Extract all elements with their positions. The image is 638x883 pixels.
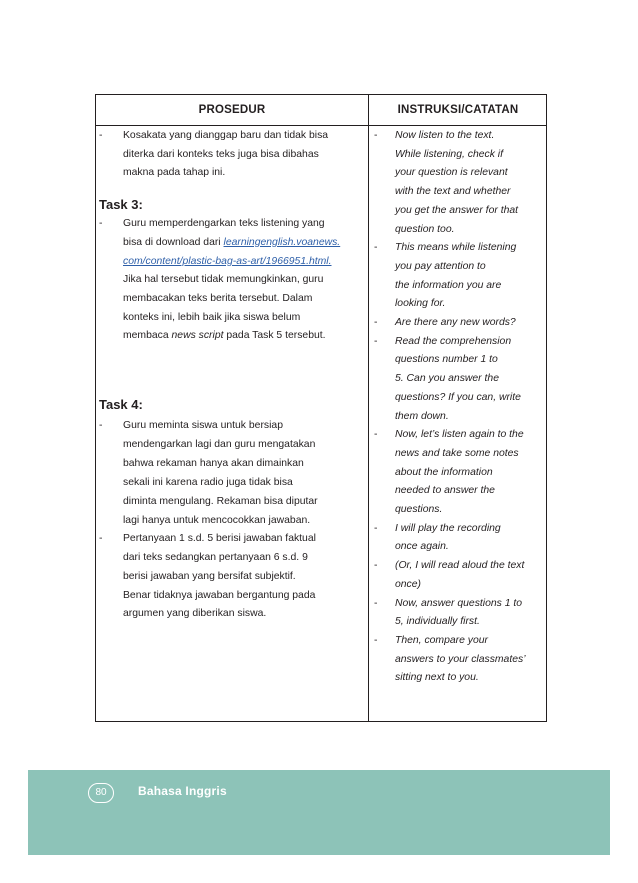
text-line: Then, compare your xyxy=(395,634,488,646)
text-line: membacakan teks berita tersebut. Dalam xyxy=(123,292,313,304)
text-line: berisi jawaban yang bersifat subjektif. xyxy=(123,570,296,582)
text-line: Are there any new words? xyxy=(395,317,516,329)
text-line xyxy=(123,327,368,346)
download-link[interactable]: learningenglish.voanews. xyxy=(223,236,341,248)
instruction-item xyxy=(369,520,547,557)
text-line: Now listen to the text. xyxy=(395,130,495,141)
prosedur-column xyxy=(96,127,368,624)
dash: - xyxy=(374,335,378,347)
task4-item-2 xyxy=(96,530,368,624)
text-line: (Or, I will read aloud the text xyxy=(395,560,525,572)
instruction-item xyxy=(369,426,547,520)
dash: - xyxy=(99,420,103,432)
text-line: you get the answer for that xyxy=(395,204,519,216)
page-number: 80 xyxy=(88,783,114,803)
instruksi-column xyxy=(369,127,547,688)
text-line: Kosakata yang dianggap baru dan tidak bisa xyxy=(123,130,329,141)
dash: - xyxy=(374,242,378,254)
instruction-item xyxy=(369,557,547,594)
text-segment: bisa di download dari xyxy=(123,236,224,248)
text-line: 5, individually first. xyxy=(395,616,480,628)
instruction-item xyxy=(369,314,547,333)
text-line: lagi hanya untuk mencocokkan jawaban. xyxy=(123,514,311,526)
text-line: Read the comprehension xyxy=(395,335,512,347)
task3-title: Task 3: xyxy=(99,197,143,213)
text-line: Jika hal tersebut tidak memungkinkan, guru xyxy=(123,274,324,286)
header-divider xyxy=(96,125,546,126)
text-line: looking for. xyxy=(395,298,446,310)
dash: - xyxy=(374,130,378,141)
text-segment: pada Task 5 tersebut. xyxy=(223,330,326,342)
instruction-item xyxy=(369,632,547,688)
text-line: the information you are xyxy=(395,279,502,291)
text-line: This means while listening xyxy=(395,242,517,254)
news-script-term: news script xyxy=(171,330,224,342)
text-line: your question is relevant xyxy=(395,167,508,179)
text-line: about the information xyxy=(395,466,493,478)
instruction-item xyxy=(369,595,547,632)
dash: - xyxy=(374,597,378,609)
instruction-item xyxy=(369,127,547,239)
task4-item-1 xyxy=(96,417,368,530)
text-line: them down. xyxy=(395,410,449,422)
text-line: questions? If you can, write xyxy=(395,391,521,403)
text-line: needed to answer the xyxy=(395,485,495,497)
text-line xyxy=(123,234,368,253)
text-line: diterka dari konteks teks juga bisa dibahas xyxy=(123,148,319,160)
page-footer xyxy=(28,770,610,855)
dash: - xyxy=(374,522,378,534)
dash: - xyxy=(374,429,378,441)
dash: - xyxy=(99,533,103,545)
text-line xyxy=(123,253,368,272)
text-line: Now, let’s listen again to the xyxy=(395,429,524,441)
task4-title: Task 4: xyxy=(99,397,143,413)
text-segment: membaca xyxy=(123,330,172,342)
text-line: questions. xyxy=(395,504,443,516)
text-line: makna pada tahap ini. xyxy=(123,167,226,179)
dash: - xyxy=(374,634,378,646)
text-line: sitting next to you. xyxy=(395,672,479,684)
text-line: I will play the recording xyxy=(395,522,501,534)
text-line: While listening, check if xyxy=(395,148,503,160)
book-title: Bahasa Inggris xyxy=(138,784,227,798)
text-line: konteks ini, lebih baik jika siswa belum xyxy=(123,311,301,323)
intro-item xyxy=(96,127,368,183)
text-line: Guru memperdengarkan teks listening yang xyxy=(123,218,325,230)
text-line: bahwa rekaman hanya akan dimainkan xyxy=(123,457,304,469)
text-line: 5. Can you answer the xyxy=(395,373,499,385)
text-line: once) xyxy=(395,578,421,590)
text-line: dari teks sedangkan pertanyaan 6 s.d. 9 xyxy=(123,552,308,564)
text-line: Pertanyaan 1 s.d. 5 berisi jawaban faktual xyxy=(123,533,316,545)
text-line: sekali ini karena radio juga tidak bisa xyxy=(123,476,293,488)
header-instruksi: INSTRUKSI/CATATAN xyxy=(397,104,519,116)
dash: - xyxy=(99,218,103,230)
download-link-continued[interactable]: com/content/plastic-bag-as-art/1966951.html. xyxy=(123,255,332,267)
text-line: diminta mengulang. Rekaman bisa diputar xyxy=(123,495,318,507)
text-line: argumen yang diberikan siswa. xyxy=(123,608,267,620)
text-line: Benar tidaknya jawaban bergantung pada xyxy=(123,589,316,601)
dash: - xyxy=(374,317,378,329)
instruction-item xyxy=(369,333,547,427)
header-prosedur: PROSEDUR xyxy=(198,104,266,116)
task3-item xyxy=(96,215,368,346)
text-line: news and take some notes xyxy=(395,447,519,459)
dash: - xyxy=(99,130,103,141)
text-line: with the text and whether xyxy=(395,186,511,198)
dash: - xyxy=(374,560,378,572)
text-line: Now, answer questions 1 to xyxy=(395,597,523,609)
instruction-item xyxy=(369,239,547,314)
text-line: question too. xyxy=(395,223,455,235)
text-line: you pay attention to xyxy=(395,260,486,272)
text-line: mendengarkan lagi dan guru mengatakan xyxy=(123,438,316,450)
text-line: questions number 1 to xyxy=(395,354,498,366)
text-line: answers to your classmates’ xyxy=(395,653,526,665)
text-line: once again. xyxy=(395,541,449,553)
text-line: Guru meminta siswa untuk bersiap xyxy=(123,420,283,432)
procedure-table xyxy=(95,94,547,722)
